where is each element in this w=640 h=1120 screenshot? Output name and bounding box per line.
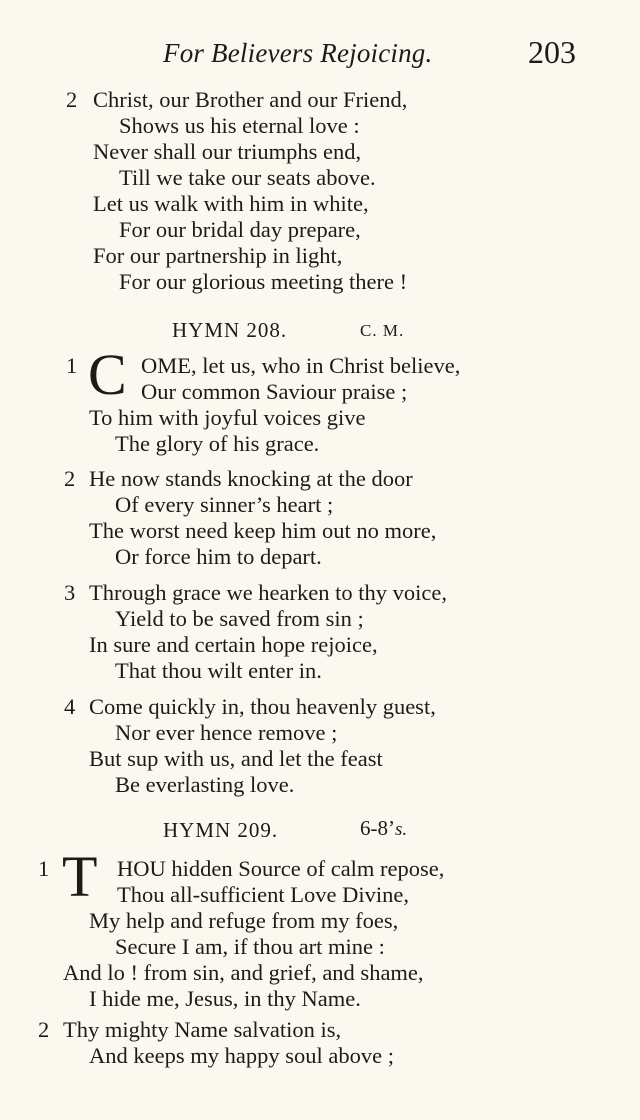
verse-line: My help and refuge from my foes, — [89, 908, 399, 933]
verse-line: Or force him to depart. — [115, 544, 322, 569]
verse-line: Shows us his eternal love : — [119, 113, 360, 138]
running-title: For Believers Rejoicing. — [163, 38, 433, 68]
hymn-meter — [360, 816, 407, 841]
verse-line: For our bridal day prepare, — [119, 217, 361, 242]
verse-line: For our partnership in light, — [93, 243, 343, 268]
verse-line: The worst need keep him out no more, — [89, 518, 437, 543]
verse-line: Secure I am, if thou art mine : — [115, 934, 385, 959]
verse-line: Let us walk with him in white, — [93, 191, 369, 216]
page-header — [0, 34, 640, 74]
drop-cap: T — [62, 844, 98, 909]
verse-number: 2 — [38, 1017, 50, 1042]
verse-line: That thou wilt enter in. — [115, 658, 322, 683]
verse-line: The glory of his grace. — [115, 431, 320, 456]
verse-line: Through grace we hearken to thy voice, — [89, 580, 447, 605]
verse-line: Till we take our seats above. — [119, 165, 376, 190]
verse-number: 2 — [64, 466, 76, 491]
page-number: 203 — [528, 34, 576, 70]
verse-line: And lo ! from sin, and grief, and shame, — [63, 960, 424, 985]
verse-number: 3 — [64, 580, 76, 605]
meter-number: 6-8’ — [360, 816, 395, 840]
hymn-meter: C. M. — [360, 321, 405, 340]
verse-line: In sure and certain hope rejoice, — [89, 632, 378, 657]
verse-line: Our common Saviour praise ; — [141, 379, 408, 404]
meter-suffix: s. — [395, 819, 408, 840]
verse-line: Yield to be saved from sin ; — [115, 606, 364, 631]
verse-line: And keeps my happy soul above ; — [89, 1043, 394, 1068]
verse-line: Thou all-sufficient Love Divine, — [117, 882, 410, 907]
verse-line: To him with joyful voices give — [89, 405, 366, 430]
drop-cap: C — [88, 342, 127, 407]
verse-line: Come quickly in, thou heavenly guest, — [89, 694, 436, 719]
verse-line: Christ, our Brother and our Friend, — [93, 87, 408, 112]
verse-line: OME, let us, who in Christ believe, — [141, 353, 461, 378]
verse-number: 1 — [38, 856, 50, 881]
verse-line: Nor ever hence remove ; — [115, 720, 338, 745]
hymn-title: HYMN 208. — [172, 318, 288, 342]
verse-line: Of every sinner’s heart ; — [115, 492, 334, 517]
verse-line: But sup with us, and let the feast — [89, 746, 383, 771]
verse-number: 4 — [64, 694, 76, 719]
verse-line: I hide me, Jesus, in thy Name. — [89, 986, 361, 1011]
verse-line: Thy mighty Name salvation is, — [63, 1017, 342, 1042]
verse-line: For our glorious meeting there ! — [119, 269, 408, 294]
verse-number: 1 — [66, 353, 78, 378]
verse-number: 2 — [66, 87, 78, 112]
verse-line: Never shall our triumphs end, — [93, 139, 362, 164]
hymn-title: HYMN 209. — [163, 818, 279, 842]
verse-line: HOU hidden Source of calm repose, — [117, 856, 445, 881]
verse-line: Be everlasting love. — [115, 772, 295, 797]
verse-line: He now stands knocking at the door — [89, 466, 413, 491]
